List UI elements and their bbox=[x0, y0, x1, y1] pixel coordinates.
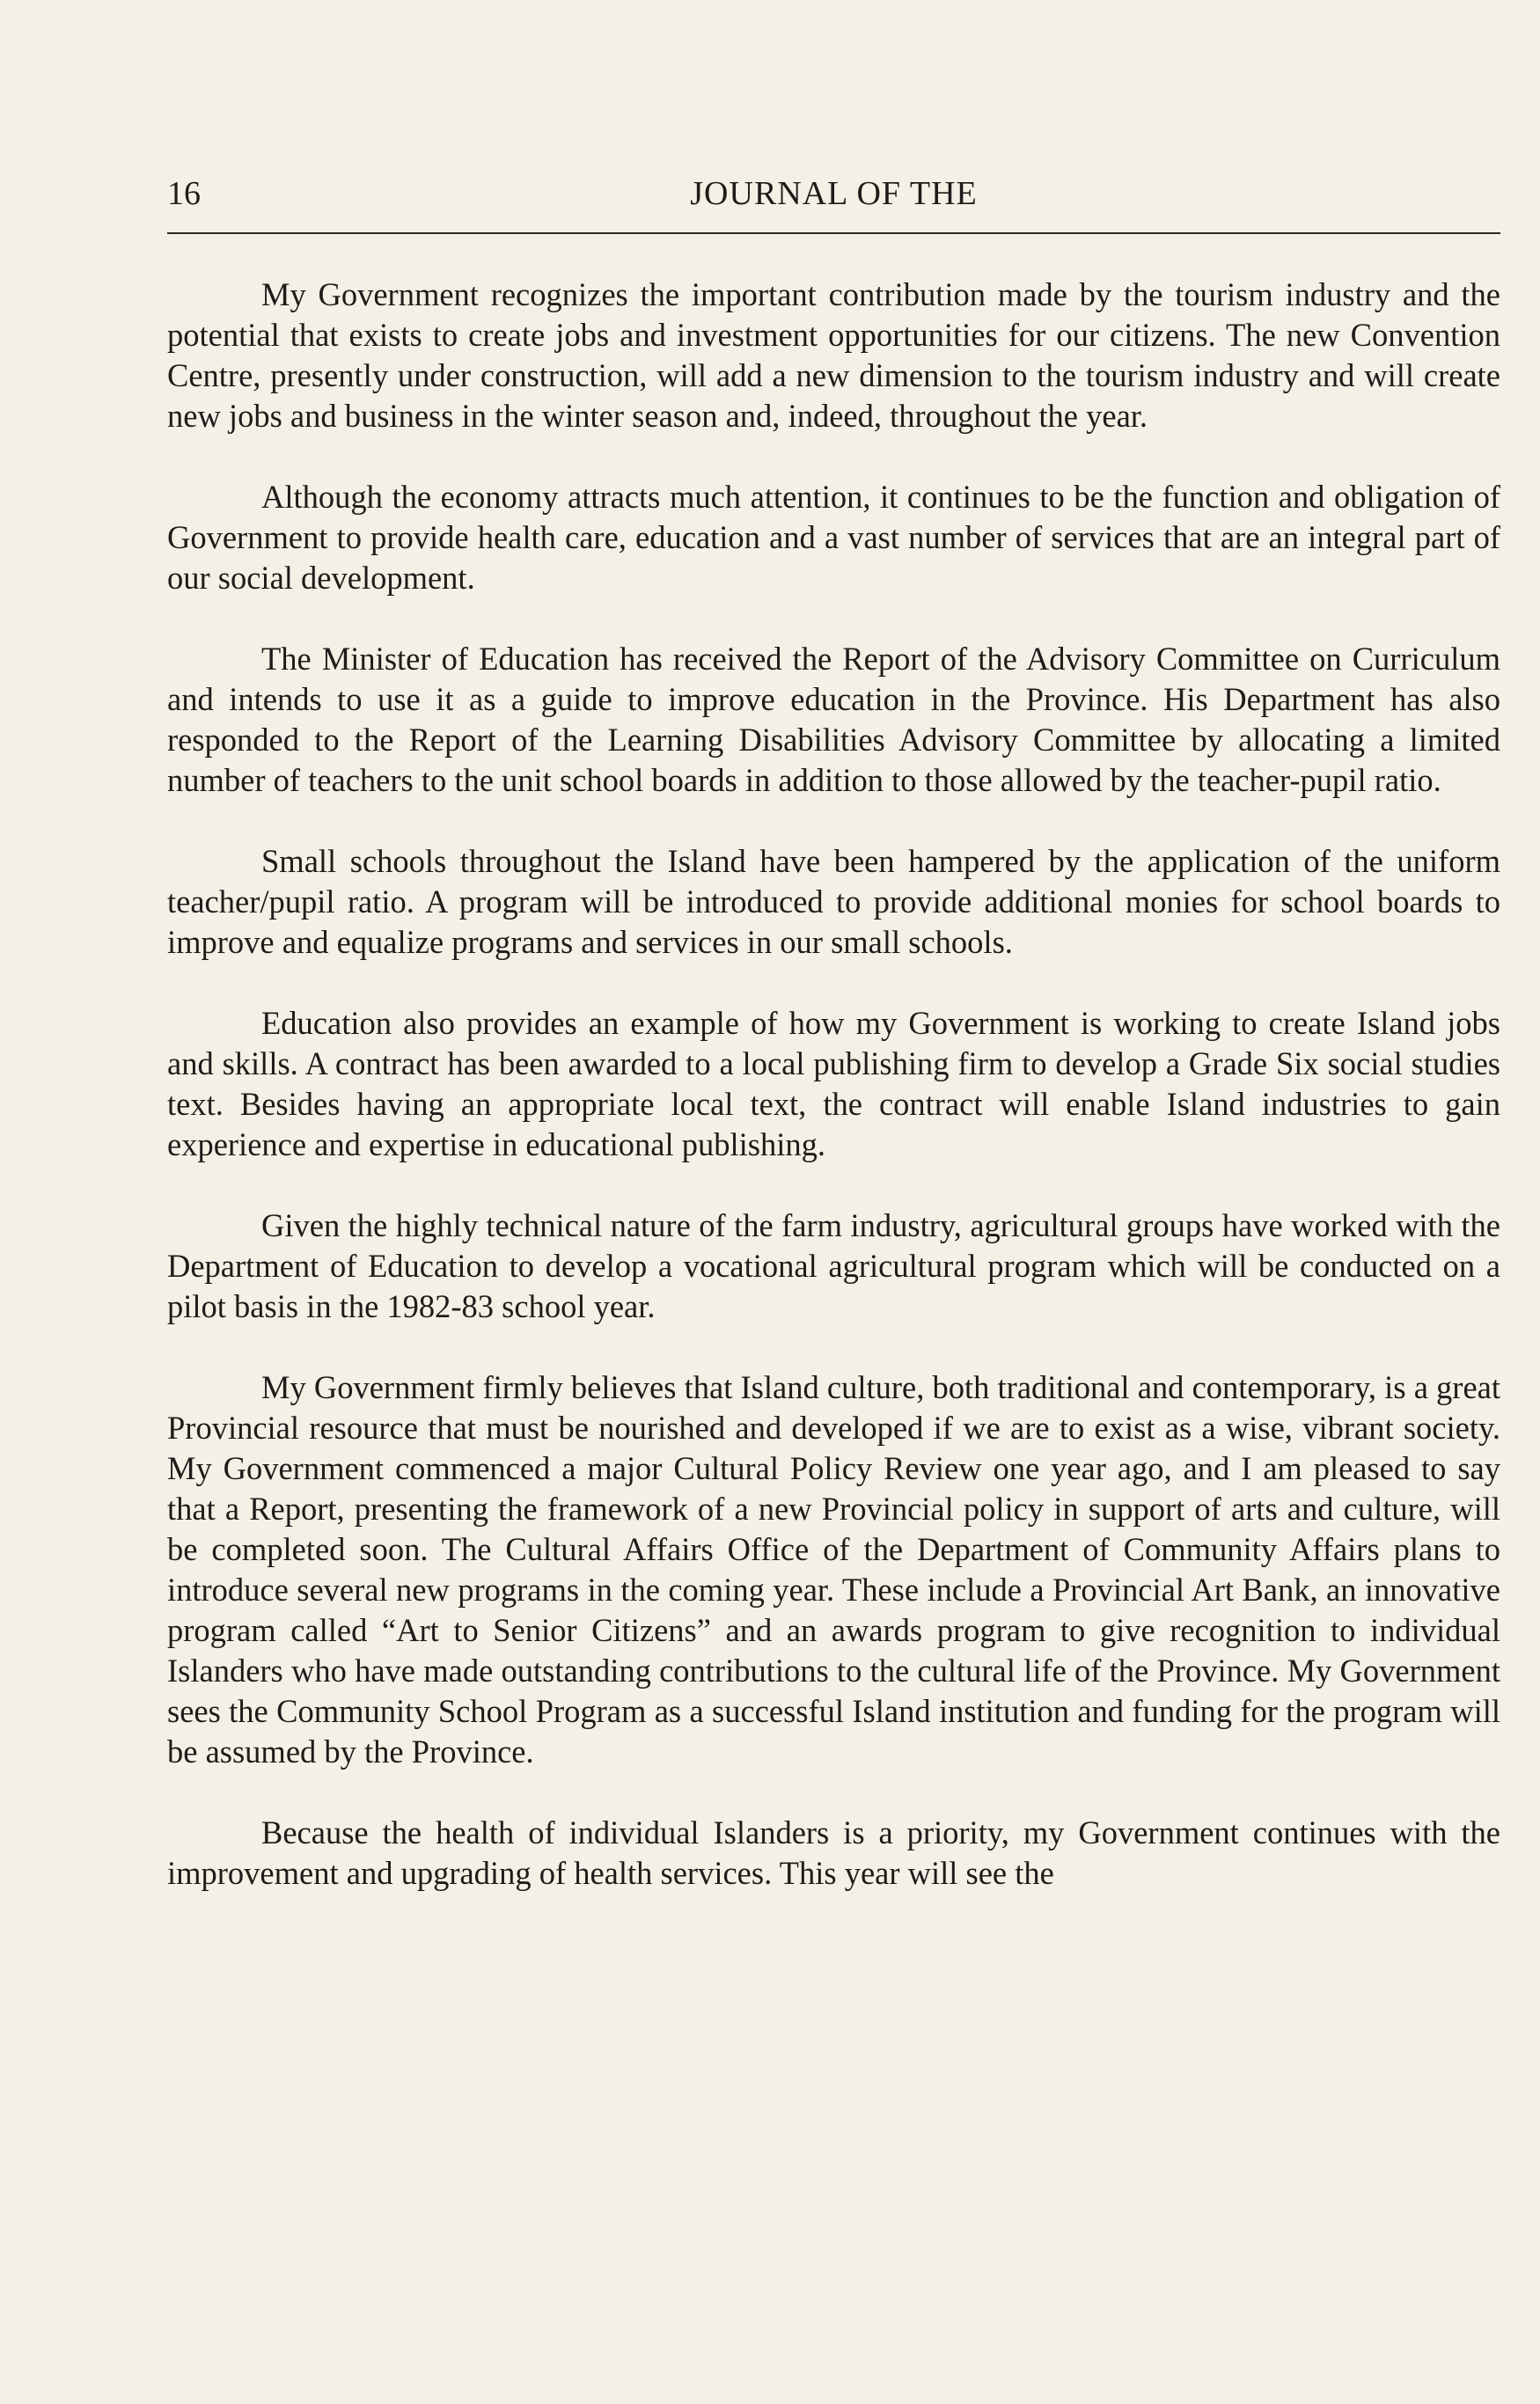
page-header bbox=[167, 169, 1500, 218]
paragraph-education-minister: The Minister of Education has received the Report of the Advisory Committee on Curriculum and intends to use it as a guide to improve education in the Province. His Department has also responded to the Report of the Learning Disabilities Advisory Committee by allocating a limited number of teachers to the unit school boards in addition to those allowed by the teacher-pupil ratio. bbox=[167, 641, 1500, 798]
paragraph-health: Because the health of individual Islanders is a priority, my Government continues with the improvement and upgrading of health services. This year will see the bbox=[167, 1814, 1500, 1891]
paragraph-tourism: My Government recognizes the important contribution made by the tourism industry and the potential that exists to create jobs and investment opportunities for our citizens. The new Convention Centre, presently under construction, will add a new dimension to the tourism industry and will create new jobs and business in the winter season and, indeed, throughout the year. bbox=[167, 276, 1500, 434]
page-number: 16 bbox=[167, 175, 201, 212]
paragraph-small-schools: Small schools throughout the Island have been hampered by the application of the uniform teacher/pupil ratio. A program will be introduced to provide additional monies for school boards to improve and equalize programs and services in our small schools. bbox=[167, 843, 1500, 960]
document-page bbox=[167, 0, 1500, 2404]
paragraph-economy: Although the economy attracts much attention, it continues to be the function and obligation of Government to provide health care, education and a vast number of services that are an integral part of our social development. bbox=[167, 479, 1500, 596]
paragraph-agriculture: Given the highly technical nature of the farm industry, agricultural groups have worked with the Department of Education to develop a vocational agricultural program which will be conducted on a pilot basis in the 1982-83 school year. bbox=[167, 1207, 1500, 1324]
running-head: JOURNAL OF THE bbox=[690, 175, 978, 212]
header-rule bbox=[167, 232, 1500, 234]
paragraph-education-jobs: Education also provides an example of how my Government is working to create Island jobs and skills. A contract has been awarded to a local publishing firm to develop a Grade Six social studies text. Besides having an appropriate local text, the contract will enable Island industries to gain experience and expertise in educational publishing. bbox=[167, 1005, 1500, 1162]
paragraph-culture: My Government firmly believes that Island culture, both traditional and contemporary, is a great Provincial resource that must be nourished and developed if we are to exist as a wise, vibrant society. My Government commenced a major Cultural Policy Review one year ago, and I am pleased to say that a Report, presenting the framework of a new Provincial policy in support of arts and culture, will be completed soon. The Cultural Affairs Office of the Department of Community Affairs plans to introduce several new programs in the coming year. These include a Provincial Art Bank, an innovative program called “Art to Senior Citizens” and an awards program to give recognition to individual Islanders who have made outstanding contributions to the cultural life of the Province. My Government sees the Community School Program as a successful Island institution and funding for the program will be assumed by the Province. bbox=[167, 1369, 1500, 1770]
body-text bbox=[167, 275, 1500, 1934]
